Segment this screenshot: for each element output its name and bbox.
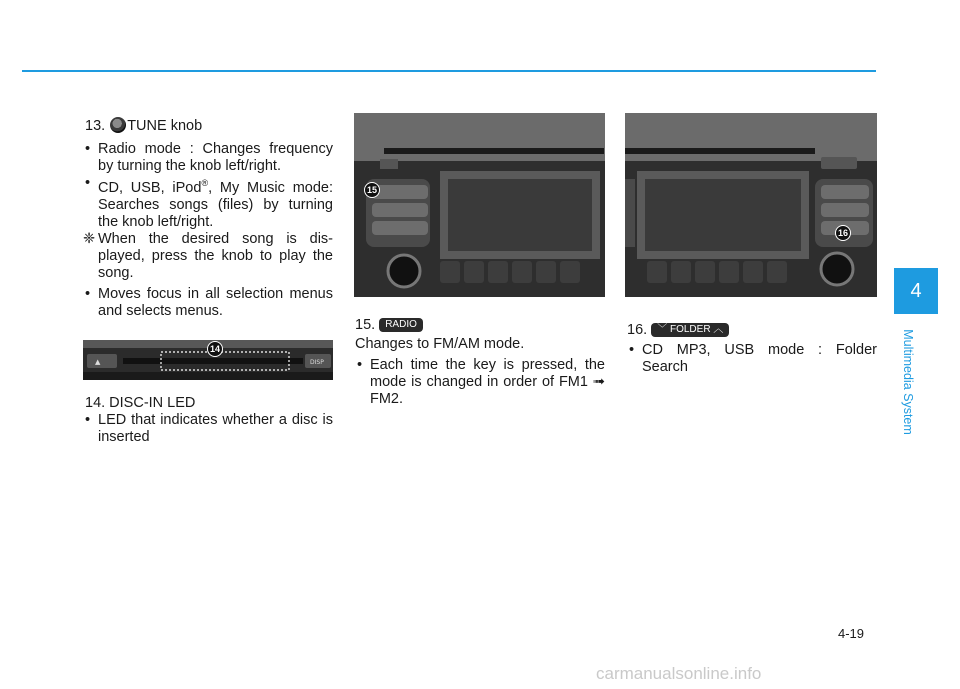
item-13-heading: 13. TUNE knob — [85, 118, 203, 134]
callout-15: 15 — [364, 182, 380, 198]
note-desired-song: ❈ When the desired song is dis- played, press the knob to play the song. — [83, 230, 333, 281]
bullet-disc-led: • LED that indicates whether a disc is inserted — [83, 412, 333, 446]
watermark: carmanualsonline.info — [596, 664, 762, 683]
callout-16: 16 — [835, 225, 851, 241]
section-title-vertical: Multimedia System — [901, 329, 915, 435]
section-number-tab: 4 — [894, 268, 938, 314]
bullet-moves-focus: • Moves focus in all selection menus and selects menus. — [83, 286, 333, 320]
item-16 — [627, 322, 877, 376]
item-15-heading: 15. RADIO — [355, 317, 605, 334]
item-15 — [355, 317, 605, 408]
bullet-fm-am-order: • Each time the key is pressed, the mode is changed in order of FM1 ➟ FM2. — [355, 357, 605, 408]
chevron-down-icon: ﹀ — [657, 324, 668, 335]
chevron-up-icon: ︿ — [713, 324, 724, 335]
page-number: 4-19 — [838, 626, 865, 641]
item-16-heading: 16. ﹀ FOLDER ︿ — [627, 322, 877, 339]
svg-text:▲: ▲ — [95, 358, 101, 366]
column-1 — [83, 117, 333, 320]
tune-knob-icon — [110, 117, 126, 133]
folder-button-label: ﹀ FOLDER ︿ — [651, 323, 729, 337]
callout-14: 14 — [207, 341, 223, 357]
disp-button-label: DISP — [310, 359, 324, 366]
bullet-folder-search: • CD MP3, USB mode : Folder Search — [627, 342, 877, 376]
item-14-heading: 14. DISC-IN LED — [85, 395, 196, 411]
note-mark-icon: ❈ — [83, 230, 96, 247]
bullet-radio-mode: • Radio mode : Changes frequency by turning the knob left/right. — [83, 141, 333, 175]
radio-unit-image-left — [354, 113, 605, 297]
radio-unit-image-right — [625, 113, 877, 297]
item-14 — [83, 395, 333, 446]
item-15-line: Changes to FM/AM mode. — [355, 336, 525, 352]
bullet-cd-usb-ipod: • CD, USB, iPod®, My Music mode: Searches songs (files) by turning the knob left/right. — [83, 175, 333, 231]
top-rule — [22, 70, 876, 72]
radio-button-label: RADIO — [379, 318, 423, 332]
